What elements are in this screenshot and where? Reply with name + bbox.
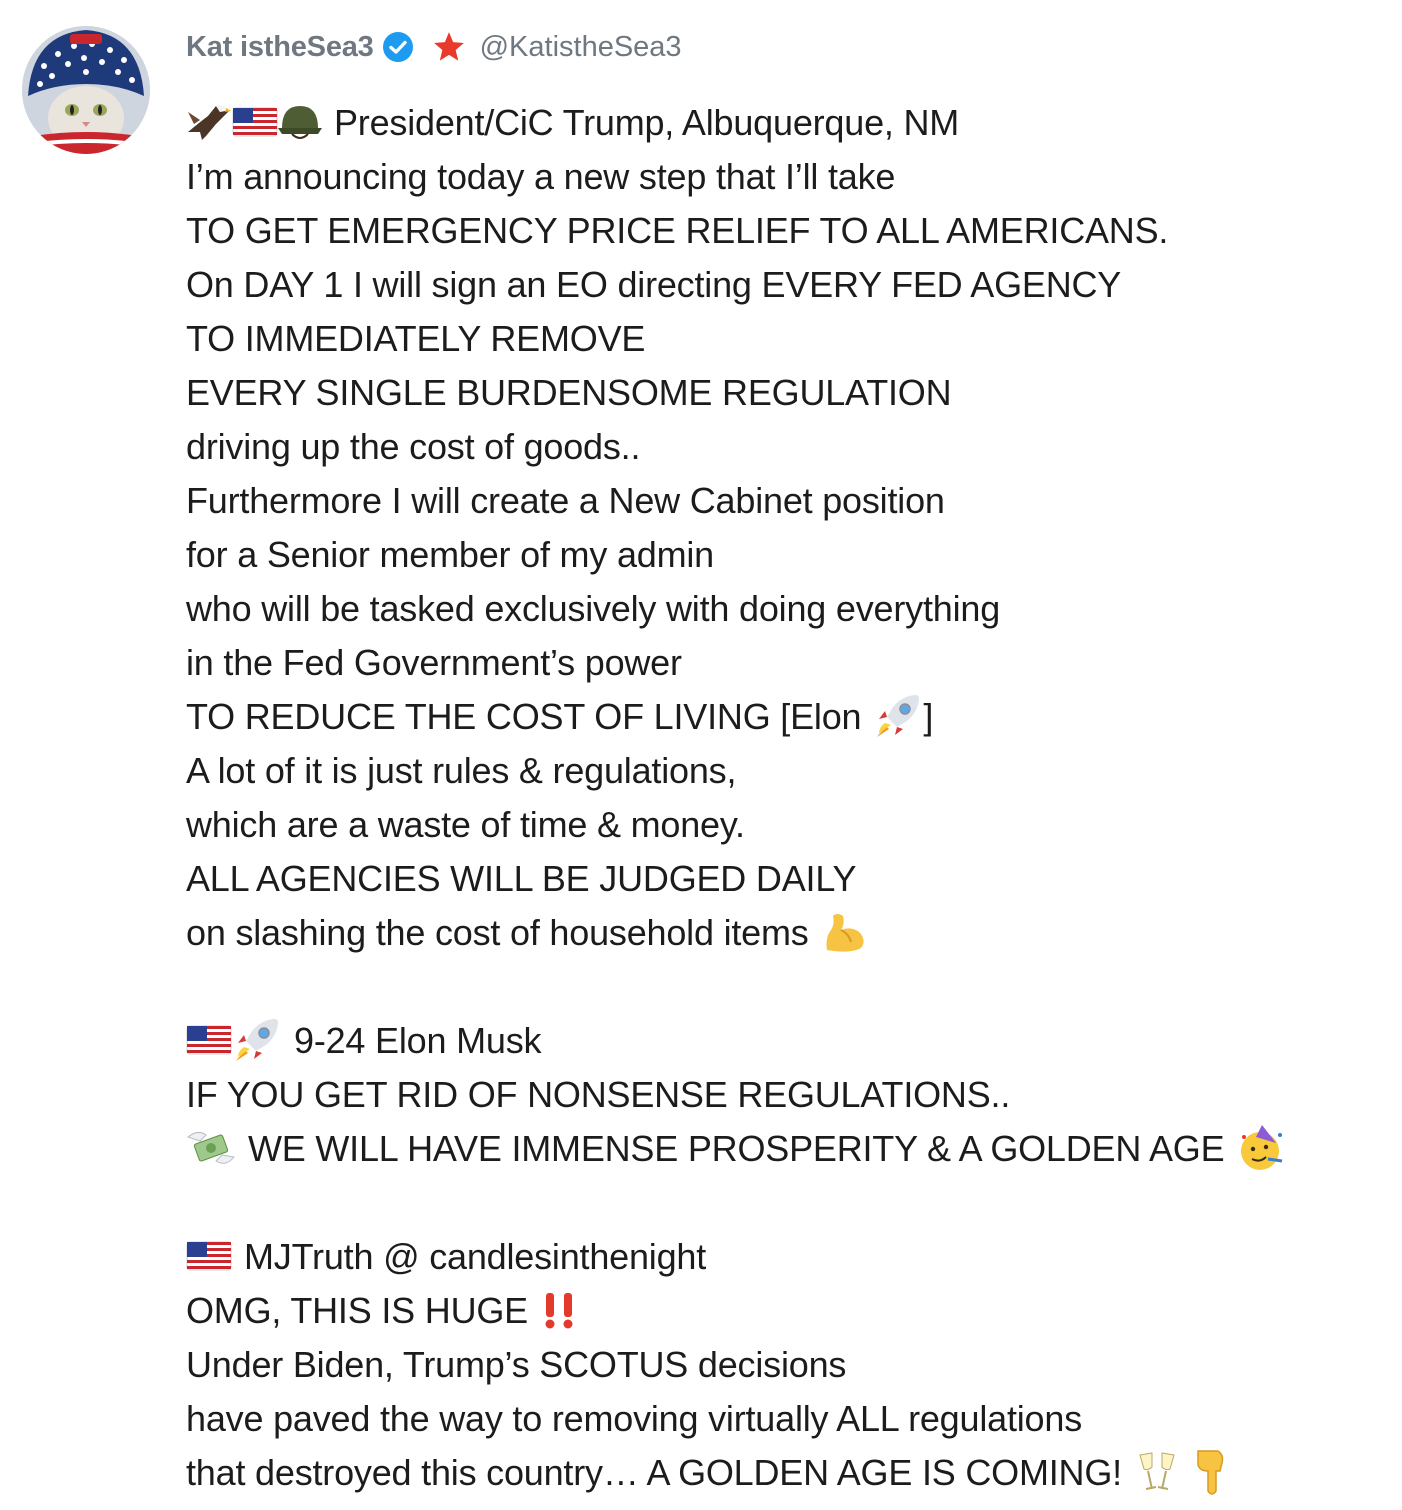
helmet-emoji xyxy=(278,102,322,142)
handle[interactable]: @KatistheSea3 xyxy=(479,30,682,63)
post-line-text: in the Fed Government’s power xyxy=(186,642,682,683)
post-line xyxy=(186,906,1386,960)
post-line-text: IF YOU GET RID OF NONSENSE REGULATIONS.. xyxy=(186,1074,1011,1115)
post-line xyxy=(186,1446,1386,1500)
post-line-text: WE WILL HAVE IMMENSE PROSPERITY & A GOLDEN AGE xyxy=(248,1128,1225,1169)
post-line xyxy=(186,474,1386,528)
post-line-text: which are a waste of time & money. xyxy=(186,804,745,845)
eagle-emoji xyxy=(186,102,232,142)
cat-in-flag-hat-avatar xyxy=(22,26,150,154)
us-flag-emoji xyxy=(186,1023,232,1057)
post-line-text: MJTruth @ candlesinthenight xyxy=(244,1236,707,1277)
pointing-down-emoji xyxy=(1190,1447,1230,1497)
post-line-text: I’m announcing today a new step that I’ll take xyxy=(186,156,896,197)
rocket-emoji xyxy=(232,1015,282,1065)
post-line-text: TO REDUCE THE COST OF LIVING [Elon xyxy=(186,696,862,737)
post-line-text: that destroyed this country… A GOLDEN AGE IS COMING! xyxy=(186,1452,1122,1493)
rocket-emoji xyxy=(873,691,923,741)
post-line xyxy=(186,1338,1386,1392)
post-line-text: for a Senior member of my admin xyxy=(186,534,714,575)
post-line-text-after: ] xyxy=(923,696,934,737)
post-line xyxy=(186,798,1386,852)
post-line xyxy=(186,1014,1386,1068)
avatar[interactable] xyxy=(22,26,150,154)
post-line-text: President/CiC Trump, Albuquerque, NM xyxy=(334,102,960,143)
us-flag-emoji xyxy=(186,1239,232,1273)
post-line-text: Furthermore I will create a New Cabinet position xyxy=(186,480,945,521)
post-line xyxy=(186,366,1386,420)
post-line xyxy=(186,636,1386,690)
post-line-text: On DAY 1 I will sign an EO directing EVERY FED AGENCY xyxy=(186,264,1122,305)
post-line xyxy=(186,1230,1386,1284)
post-line-text: ALL AGENCIES WILL BE JUDGED DAILY xyxy=(186,858,857,899)
post-line-text: who will be tasked exclusively with doing everything xyxy=(186,588,1001,629)
post-line xyxy=(186,582,1386,636)
post-line xyxy=(186,96,1386,150)
post-line-text: on slashing the cost of household items xyxy=(186,912,809,953)
post-line xyxy=(186,1068,1386,1122)
post-line-text: 9-24 Elon Musk xyxy=(294,1020,542,1061)
post-line-text: Under Biden, Trump’s SCOTUS decisions xyxy=(186,1344,847,1385)
post-line xyxy=(186,204,1386,258)
post-line-text: TO GET EMERGENCY PRICE RELIEF TO ALL AMERICANS. xyxy=(186,210,1169,251)
post-line-text: TO IMMEDIATELY REMOVE xyxy=(186,318,646,359)
verified-check-icon xyxy=(382,31,414,63)
us-flag-emoji xyxy=(232,105,278,139)
post-line xyxy=(186,1392,1386,1446)
red-star-icon xyxy=(432,30,466,64)
post-body xyxy=(186,96,1386,1500)
post-line-text: driving up the cost of goods.. xyxy=(186,426,641,467)
post-line xyxy=(186,1284,1386,1338)
post-line xyxy=(186,420,1386,474)
partying-face-emoji xyxy=(1236,1123,1286,1173)
money-with-wings-emoji xyxy=(186,1127,236,1169)
post-line xyxy=(186,150,1386,204)
post-line xyxy=(186,528,1386,582)
post-line-text: OMG, THIS IS HUGE xyxy=(186,1290,528,1331)
post-line xyxy=(186,744,1386,798)
post-line xyxy=(186,312,1386,366)
post-line xyxy=(186,852,1386,906)
post-line xyxy=(186,258,1386,312)
post-line-text: have paved the way to removing virtually ALL regulations xyxy=(186,1398,1082,1439)
post-line-text: EVERY SINGLE BURDENSOME REGULATION xyxy=(186,372,952,413)
double-exclamation-emoji xyxy=(540,1289,580,1331)
clinking-glasses-emoji xyxy=(1134,1449,1180,1495)
post-line-text: A lot of it is just rules & regulations, xyxy=(186,750,737,791)
post-line xyxy=(186,960,1386,1014)
post-line xyxy=(186,1176,1386,1230)
post-line xyxy=(186,1122,1386,1176)
display-name[interactable]: Kat istheSea3 xyxy=(186,30,374,63)
post-line xyxy=(186,690,1386,744)
post-header xyxy=(186,24,682,70)
flexed-biceps-emoji xyxy=(821,908,869,956)
